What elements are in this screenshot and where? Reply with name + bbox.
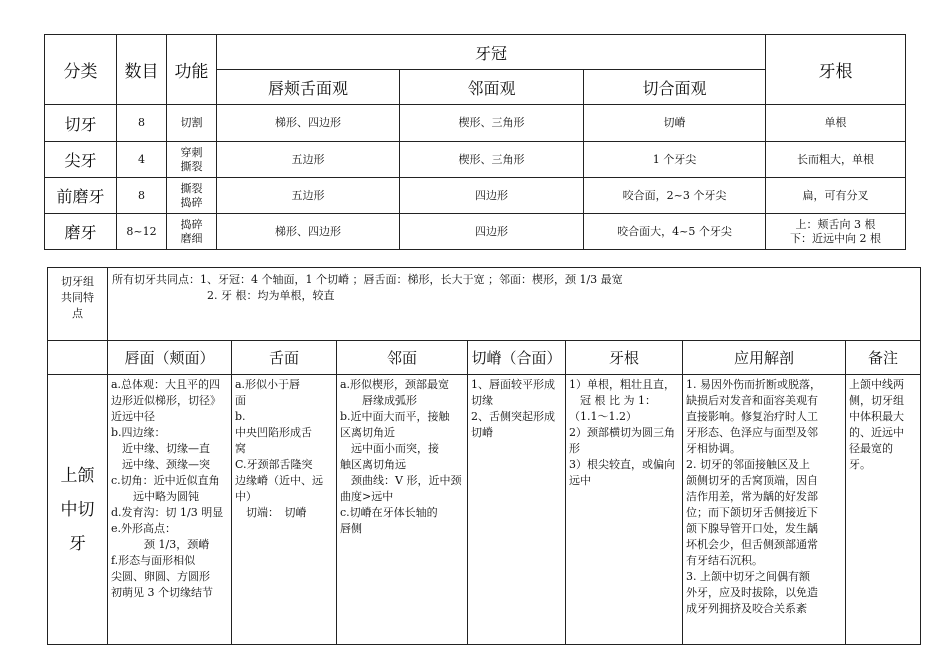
row-labial: 五边形 [217,142,400,178]
table-row [45,178,906,214]
header-occlusal-view: 切合面观 [584,70,766,105]
root-cell: 1）单根，粗壮且直， 冠 根 比 为 1： （1.1～1.2） 2）颈部横切为圆三角 形 3）根尖较直，或偏向 远中 [566,375,683,645]
row-occlusal: 咬合面大，4~5 个牙尖 [584,214,766,250]
lingual-surface-cell: a.形似小于唇 面 b. 中央凹陷形成舌 窝 C.牙颈部舌隆突 边缘嵴（近中、远 中） 切端： 切嵴 [232,375,337,645]
header-root: 牙根 [566,341,683,375]
common-features-text: 所有切牙共同点：1、牙冠：4 个轴面，1 个切嵴 ；唇舌面：梯形，长大于宽 ；邻面：楔形，颈 1/3 最宽 2. 牙 根：均为单根，较直 [108,268,921,341]
row-function: 撕裂 捣碎 [167,178,217,214]
table-row [45,214,906,250]
header-proximal-view: 邻面观 [400,70,584,105]
common-features-label: 切牙组 共同特 点 [48,268,108,341]
header-count: 数目 [117,35,167,105]
header-remarks: 备注 [846,341,921,375]
row-labial: 五边形 [217,178,400,214]
header-blank [48,341,108,375]
remarks-cell: 上颌中线两 侧，切牙组 中体积最大 的、近远中 径最宽的 牙。 [846,375,921,645]
row-count: 8 [117,105,167,142]
row-name: 尖牙 [45,142,117,178]
row-labial: 梯形、四边形 [217,105,400,142]
row-function: 捣碎 磨细 [167,214,217,250]
header-incisal-ridge: 切嵴（合面） [468,341,566,375]
header-lingual-surface: 舌面 [232,341,337,375]
header-category: 分类 [45,35,117,105]
row-proximal: 楔形、三角形 [400,105,584,142]
tooth-classification-table [44,34,906,250]
header-root: 牙根 [766,35,906,105]
row-occlusal: 切嵴 [584,105,766,142]
row-root: 扁，可有分叉 [766,178,906,214]
header-labial-surface: 唇面（颊面） [108,341,232,375]
row-proximal: 四边形 [400,178,584,214]
header-crown: 牙冠 [217,35,766,70]
row-occlusal: 咬合面，2~3 个牙尖 [584,178,766,214]
table-row [45,105,906,142]
applied-anatomy-cell: 1. 易因外伤而折断或脱落， 缺损后对发音和面容美观有 直接影响。修复治疗时人工 牙形态、色泽应与面型及邻 牙相协调。 2. 切牙的邻面接触区及上 颌侧切牙的舌窝顶端，因自 洁作用差，常为龋的好发部 位；而下颌切牙舌侧接近下 颌下腺导管开口处，发生龋 坏机会少，但舌侧颈部通常 有牙结石沉积。 3. 上颌中切牙之间偶有额 外牙，应及时拔除，以免造 成牙列拥挤及咬合关系紊 [683,375,846,645]
header-applied-anatomy: 应用解剖 [683,341,846,375]
incisal-ridge-cell: 1、唇面较平形成 切缘 2、舌侧突起形成 切嵴 [468,375,566,645]
tooth-name: 上颌 中切 牙 [48,375,108,645]
row-proximal: 楔形、三角形 [400,142,584,178]
row-name: 切牙 [45,105,117,142]
row-proximal: 四边形 [400,214,584,250]
proximal-surface-cell: a.形似楔形，颈部最宽 唇缘成弧形 b.近中面大而平，接触 区离切角近 远中面小而突，接 触区离切角远 颈曲线：V 形，近中颈 曲度>远中 c.切嵴在牙体长轴的 唇侧 [337,375,468,645]
row-root: 上：颊舌向 3 根 下：近远中向 2 根 [766,214,906,250]
row-occlusal: 1 个牙尖 [584,142,766,178]
row-function: 切割 [167,105,217,142]
header-function: 功能 [167,35,217,105]
row-name: 前磨牙 [45,178,117,214]
row-name: 磨牙 [45,214,117,250]
row-root: 长而粗大，单根 [766,142,906,178]
row-function: 穿刺 撕裂 [167,142,217,178]
row-root: 单根 [766,105,906,142]
row-count: 8 [117,178,167,214]
incisor-detail-table [47,267,921,645]
table-row [45,142,906,178]
header-labial-view: 唇颊舌面观 [217,70,400,105]
row-labial: 梯形、四边形 [217,214,400,250]
labial-surface-cell: a.总体观：大且平的四 边形近似梯形，切径》 近远中径 b.四边缘： 近中缘、切缘—直 远中缘、颈缘—突 c.切角：近中近似直角 远中略为圆钝 d.发育沟：切 1/3 明显 e.外形高点： 颈 1/3，颈嵴 f.形态与面形相似 尖圆、卵圆、方圆形 初萌见 3 个切缘结节 [108,375,232,645]
header-proximal-surface: 邻面 [337,341,468,375]
row-count: 4 [117,142,167,178]
row-count: 8~12 [117,214,167,250]
